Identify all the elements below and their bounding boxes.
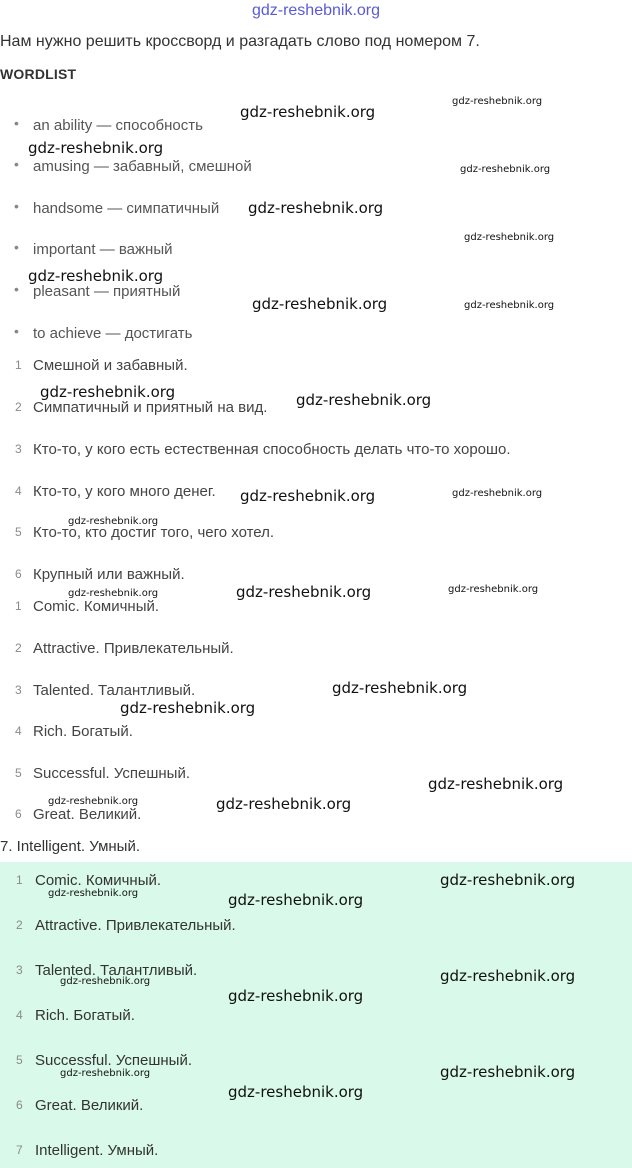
site-header[interactable]: gdz-reshebnik.org	[251, 2, 381, 19]
watermark: gdz-reshebnik.org	[240, 103, 376, 121]
answer-number: 6	[15, 807, 22, 821]
watermark: gdz-reshebnik.org	[428, 775, 564, 793]
watermark: gdz-reshebnik.org	[228, 987, 364, 1005]
watermark: gdz-reshebnik.org	[440, 1063, 576, 1081]
watermark: gdz-reshebnik.org	[464, 300, 555, 311]
clue-number: 4	[15, 484, 22, 498]
clue-text: Симпатичный и приятный на вид.	[33, 399, 268, 416]
clue-text: Смешной и забавный.	[33, 357, 188, 374]
clue-number: 6	[15, 567, 22, 581]
answer-box-text: Great. Великий.	[35, 1097, 144, 1114]
watermark: gdz-reshebnik.org	[464, 232, 555, 243]
watermark: gdz-reshebnik.org	[296, 391, 432, 409]
answer-text: Rich. Богатый.	[33, 723, 133, 740]
clue-number: 1	[15, 358, 22, 372]
watermark: gdz-reshebnik.org	[228, 891, 364, 909]
answer-box-number: 4	[16, 1008, 23, 1022]
clue-number: 3	[15, 442, 22, 456]
answer-number: 2	[15, 641, 22, 655]
watermark: gdz-reshebnik.org	[28, 267, 164, 285]
watermark: gdz-reshebnik.org	[248, 199, 384, 217]
watermark: gdz-reshebnik.org	[28, 139, 164, 157]
answer-box-number: 1	[16, 873, 23, 887]
wordlist-item-text: to achieve — достигать	[33, 325, 193, 342]
watermark: gdz-reshebnik.org	[236, 583, 372, 601]
bullet-icon: •	[14, 156, 19, 172]
wordlist-item-text: amusing — забавный, смешной	[33, 158, 252, 175]
watermark: gdz-reshebnik.org	[48, 796, 139, 807]
watermark: gdz-reshebnik.org	[68, 516, 159, 527]
watermark: gdz-reshebnik.org	[60, 976, 151, 987]
answer-box-text: Rich. Богатый.	[35, 1007, 135, 1024]
watermark: gdz-reshebnik.org	[452, 488, 543, 499]
bullet-icon: •	[14, 198, 19, 214]
answer-text: Great. Великий.	[33, 806, 142, 823]
watermark: gdz-reshebnik.org	[252, 295, 388, 313]
bullet-icon: •	[14, 115, 19, 131]
watermark: gdz-reshebnik.org	[440, 967, 576, 985]
bullet-icon: •	[14, 323, 19, 339]
answer-number: 5	[15, 766, 22, 780]
watermark: gdz-reshebnik.org	[48, 888, 139, 899]
clue-text: Кто-то, у кого есть естественная способность делать что-то хорошо.	[33, 441, 511, 458]
answer-box-number: 3	[16, 963, 23, 977]
answer-text: Successful. Успешный.	[33, 765, 191, 782]
answer-text: Comic. Комичный.	[33, 598, 160, 615]
wordlist-item-text: handsome — симпатичный	[33, 200, 220, 217]
answer-box-text: Talented. Талантливый.	[35, 962, 198, 979]
bullet-icon: •	[14, 239, 19, 255]
watermark: gdz-reshebnik.org	[40, 383, 176, 401]
watermark: gdz-reshebnik.org	[332, 679, 468, 697]
watermark: gdz-reshebnik.org	[440, 871, 576, 889]
wordlist-item-text: important — важный	[33, 241, 173, 258]
clue-text: Крупный или важный.	[33, 566, 185, 583]
wordlist-item-text: an ability — способность	[33, 117, 203, 134]
answer-box-text: Successful. Успешный.	[35, 1052, 193, 1069]
wordlist-heading: WORDLIST	[0, 66, 77, 82]
answer-text: Talented. Талантливый.	[33, 682, 196, 699]
answer-number: 3	[15, 683, 22, 697]
final-answer: 7. Intelligent. Умный.	[0, 838, 141, 855]
watermark: gdz-reshebnik.org	[452, 96, 543, 107]
intro-text: Нам нужно решить кроссворд и разгадать слово под номером 7.	[0, 33, 480, 50]
watermark: gdz-reshebnik.org	[448, 584, 539, 595]
answer-text: Attractive. Привлекательный.	[33, 640, 234, 657]
clue-number: 5	[15, 525, 22, 539]
watermark: gdz-reshebnik.org	[228, 1083, 364, 1101]
answer-box-number: 6	[16, 1098, 23, 1112]
watermark: gdz-reshebnik.org	[68, 588, 159, 599]
answer-box-number: 2	[16, 918, 23, 932]
bullet-icon: •	[14, 281, 19, 297]
watermark: gdz-reshebnik.org	[120, 699, 256, 717]
answer-number: 1	[15, 599, 22, 613]
answer-box-text: Attractive. Привлекательный.	[35, 917, 236, 934]
answer-box-number: 5	[16, 1053, 23, 1067]
watermark: gdz-reshebnik.org	[460, 164, 551, 175]
wordlist-item-text: pleasant — приятный	[33, 283, 181, 300]
watermark: gdz-reshebnik.org	[60, 1068, 151, 1079]
answer-box-number: 7	[16, 1143, 23, 1157]
answer-box-text: Intelligent. Умный.	[35, 1142, 159, 1159]
answer-number: 4	[15, 724, 22, 738]
answer-box-text: Comic. Комичный.	[35, 872, 162, 889]
clue-text: Кто-то, кто достиг того, чего хотел.	[33, 524, 275, 541]
watermark: gdz-reshebnik.org	[240, 487, 376, 505]
clue-number: 2	[15, 400, 22, 414]
clue-text: Кто-то, у кого много денег.	[33, 483, 216, 500]
watermark: gdz-reshebnik.org	[216, 795, 352, 813]
